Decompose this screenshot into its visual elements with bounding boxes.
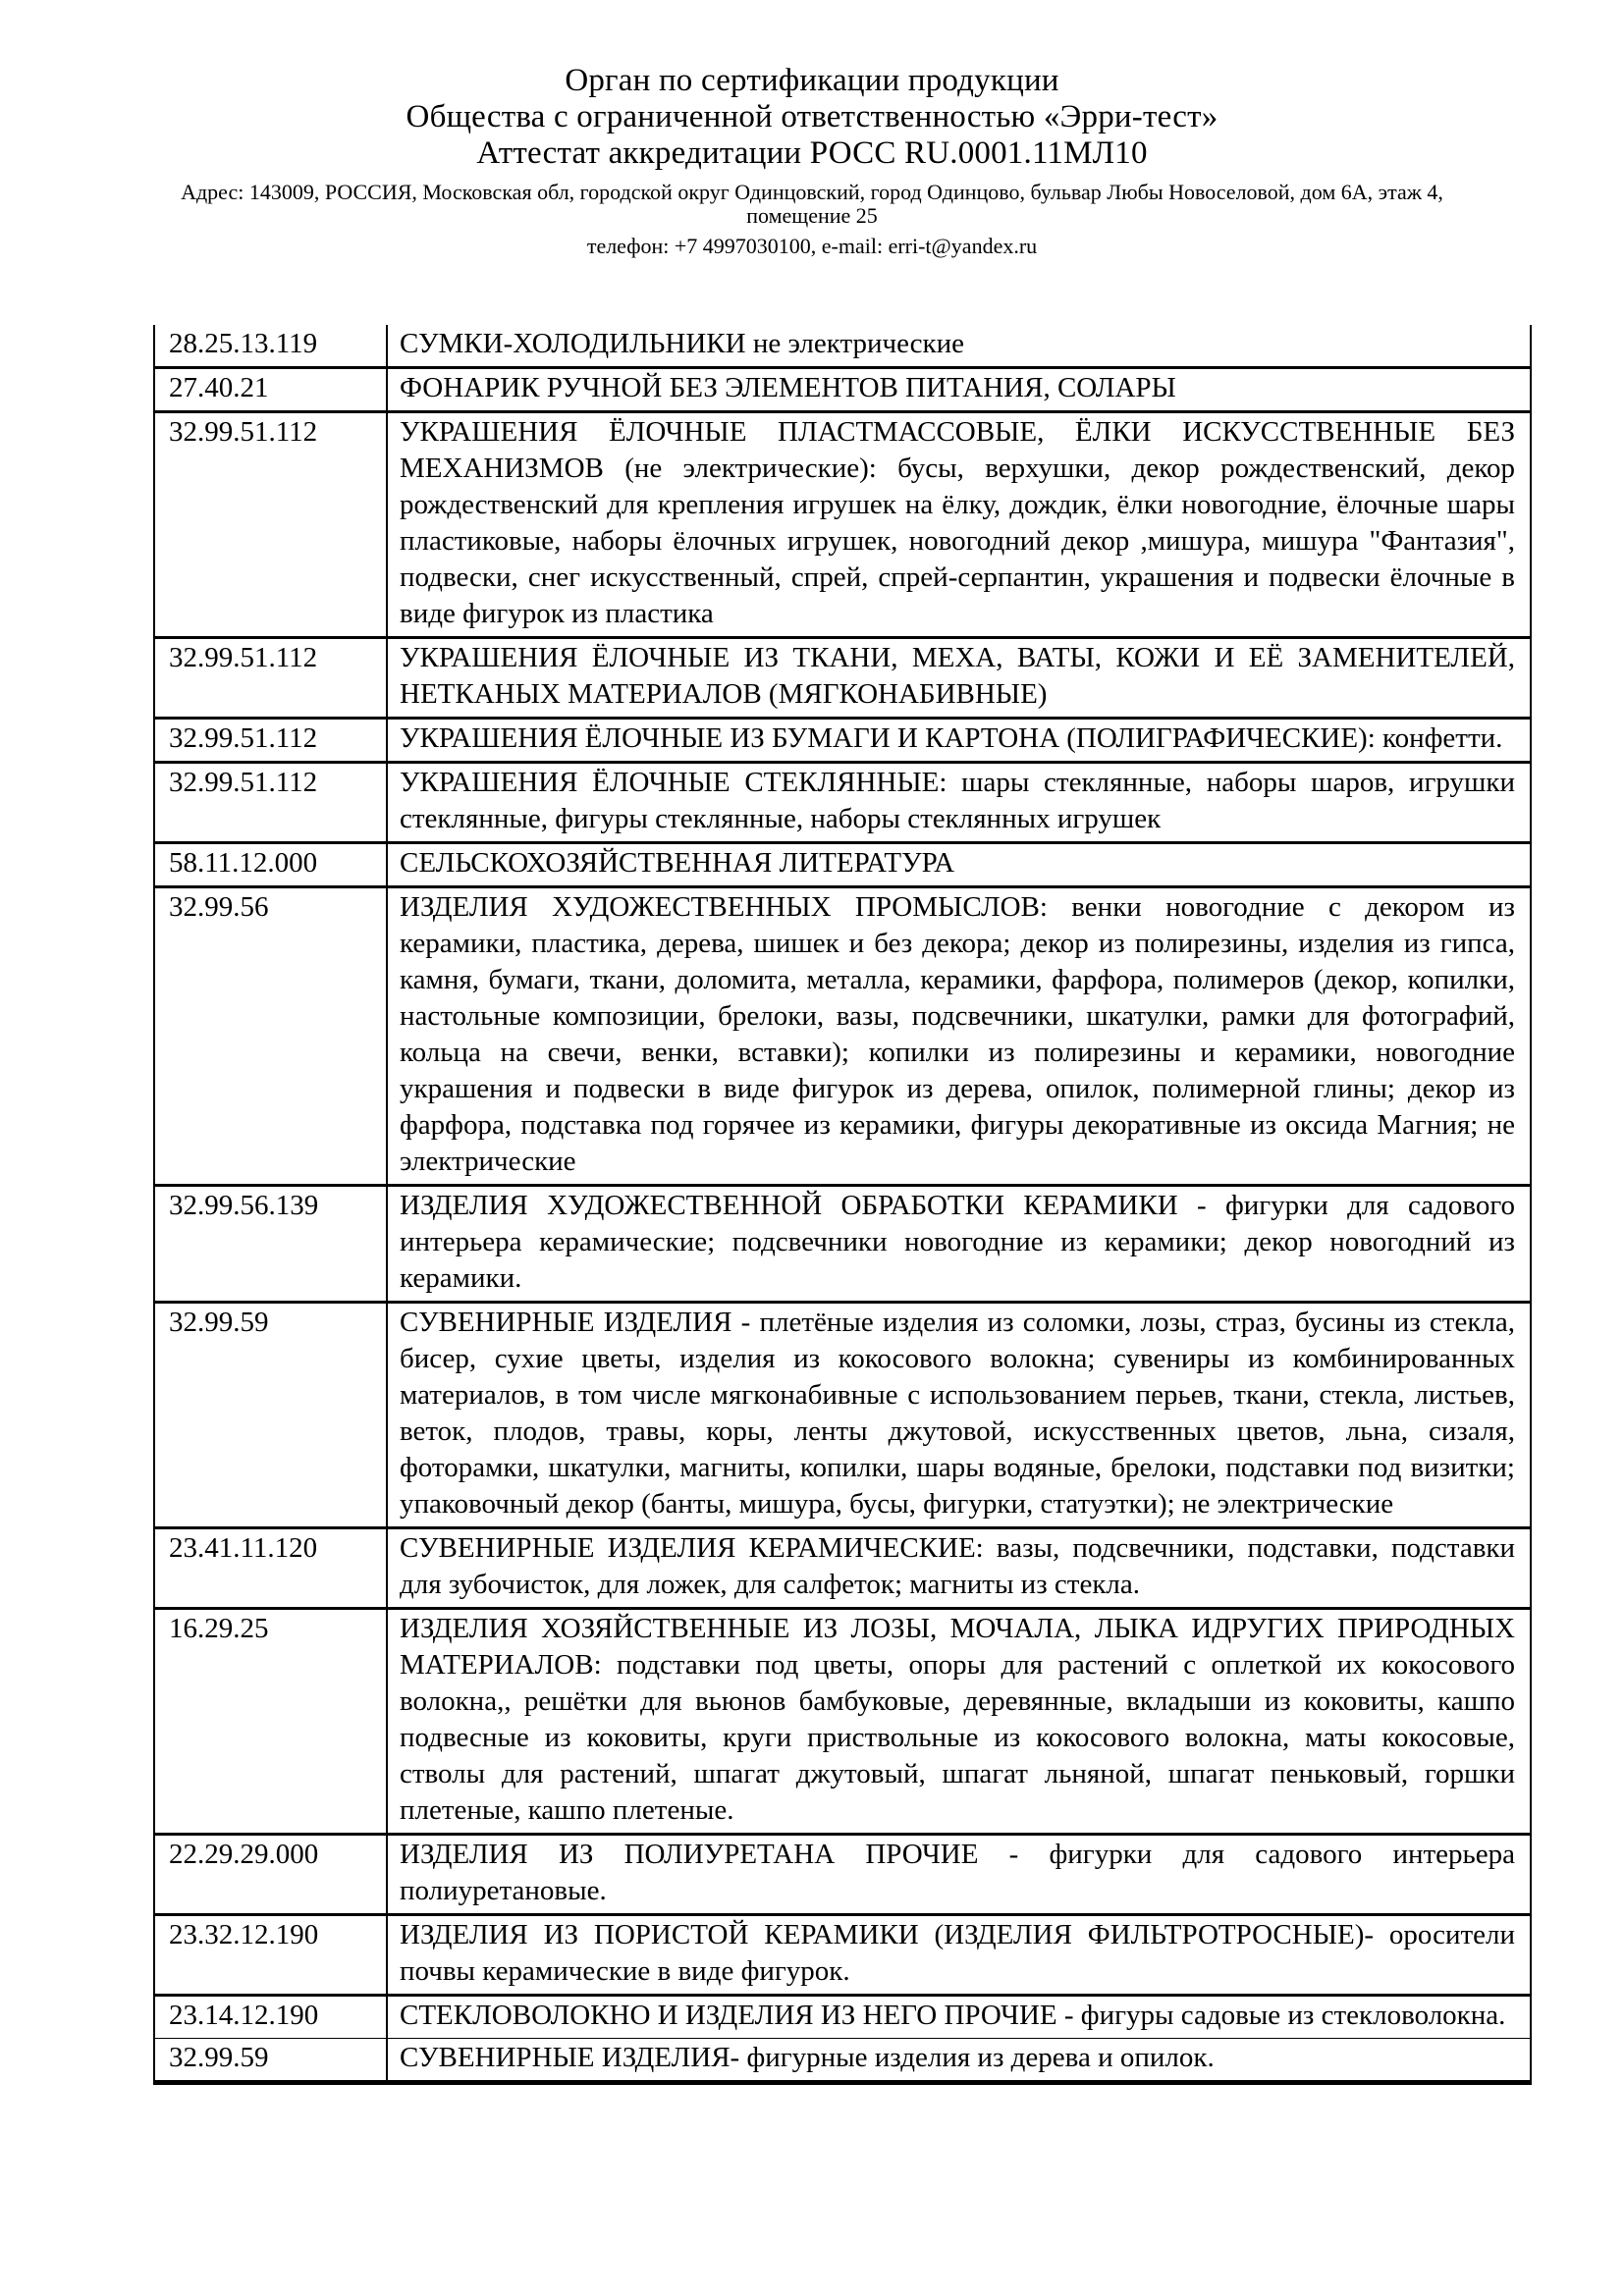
description-cell: СУВЕНИРНЫЕ ИЗДЕЛИЯ КЕРАМИЧЕСКИЕ: вазы, подсвечники, подставки, подставки для зубочисток, для ложек, для салфеток; магниты из стекла. xyxy=(387,1528,1531,1609)
header-contact-line: телефон: +7 4997030100, e-mail: erri-t@yandex.ru xyxy=(586,234,1038,258)
description-cell: УКРАШЕНИЯ ЁЛОЧНЫЕ ИЗ ТКАНИ, МЕХА, ВАТЫ, КОЖИ И ЕЁ ЗАМЕНИТЕЛЕЙ, НЕТКАНЫХ МАТЕРИАЛОВ (МЯГКОНАБИВНЫЕ) xyxy=(387,638,1531,719)
code-cell: 22.29.29.000 xyxy=(154,1835,387,1915)
header-title-line-1: Орган по сертификации продукции xyxy=(565,63,1059,98)
description-cell: ИЗДЕЛИЯ ИЗ ПОЛИУРЕТАНА ПРОЧИЕ - фигурки для садового интерьера полиуретановые. xyxy=(387,1835,1531,1915)
description-cell: СУМКИ-ХОЛОДИЛЬНИКИ не электрические xyxy=(387,325,1531,368)
description-cell: УКРАШЕНИЯ ЁЛОЧНЫЕ ИЗ БУМАГИ И КАРТОНА (ПОЛИГРАФИЧЕСКИЕ): конфетти. xyxy=(387,719,1531,763)
table-row xyxy=(154,1528,1531,1609)
header-address-line-2: помещение 25 xyxy=(746,203,878,228)
description-cell: ИЗДЕЛИЯ ХОЗЯЙСТВЕННЫЕ ИЗ ЛОЗЫ, МОЧАЛА, ЛЫКА ИДРУГИХ ПРИРОДНЫХ МАТЕРИАЛОВ: подставки под цветы, опоры для растений с оплеткой их кокосового волокна,, решётки для вьюнов бамбуковые, деревянные, вкладыши из коковиты, кашпо подвесные из коковиты, круги приствольные из кокосового волокна, маты кокосовые, стволы для растений, шпагат джутовый, шпагат льняной, шпагат пеньковый, горшки плетеные, кашпо плетеные. xyxy=(387,1609,1531,1835)
header-title-line-3: Аттестат аккредитации РОСС RU.0001.11МЛ10 xyxy=(476,135,1148,171)
description-cell: ИЗДЕЛИЯ ХУДОЖЕСТВЕННОЙ ОБРАБОТКИ КЕРАМИКИ - фигурки для садового интерьера керамические; подсвечники новогодние из керамики; декор новогодний из керамики. xyxy=(387,1186,1531,1303)
product-codes-table-body xyxy=(154,325,1531,2083)
table-row xyxy=(154,1609,1531,1835)
table-row xyxy=(154,843,1531,887)
code-cell: 23.32.12.190 xyxy=(154,1915,387,1996)
description-cell: ФОНАРИК РУЧНОЙ БЕЗ ЭЛЕМЕНТОВ ПИТАНИЯ, СОЛАРЫ xyxy=(387,368,1531,412)
code-cell: 58.11.12.000 xyxy=(154,843,387,887)
code-cell: 32.99.56 xyxy=(154,887,387,1186)
code-cell: 32.99.59 xyxy=(154,2039,387,2083)
description-cell: ИЗДЕЛИЯ ХУДОЖЕСТВЕННЫХ ПРОМЫСЛОВ: венки новогодние с декором из керамики, пластика, дерева, шишек и без декора; декор из полирезины, изделия из гипса, камня, бумаги, ткани, доломита, металла, керамики, фарфора, полимеров (декор, копилки, настольные композиции, брелоки, вазы, подсвечники, шкатулки, рамки для фотографий, кольца на свечи, венки, вставки); копилки из полирезины и керамики, новогодние украшения и подвески в виде фигурок из дерева, опилок, полимерной глины; декор из фарфора, подставка под горячее из керамики, фигуры декоративные из оксида Магния; не электрические xyxy=(387,887,1531,1186)
table-row xyxy=(154,887,1531,1186)
table-row xyxy=(154,1996,1531,2039)
description-cell: СУВЕНИРНЫЕ ИЗДЕЛИЯ- фигурные изделия из дерева и опилок. xyxy=(387,2039,1531,2083)
table-row xyxy=(154,1303,1531,1528)
document-header xyxy=(0,0,1624,258)
description-cell: СУВЕНИРНЫЕ ИЗДЕЛИЯ - плетёные изделия из соломки, лозы, страз, бусины из стекла, бисер, сухие цветы, изделия из кокосового волокна; сувениры из комбинированных материалов, в том числе мягконабивные с использованием перьев, ткани, стекла, листьев, веток, плодов, травы, коры, ленты джутовой, искусственных цветов, льна, сизаля, фоторамки, шкатулки, магниты, копилки, шары водяные, брелоки, подставки под визитки; упаковочный декор (банты, мишура, бусы, фигурки, статуэтки); не электрические xyxy=(387,1303,1531,1528)
description-cell: ИЗДЕЛИЯ ИЗ ПОРИСТОЙ КЕРАМИКИ (ИЗДЕЛИЯ ФИЛЬТРОТРОСНЫЕ)- оросители почвы керамические в виде фигурок. xyxy=(387,1915,1531,1996)
description-cell: СЕЛЬСКОХОЗЯЙСТВЕННАЯ ЛИТЕРАТУРА xyxy=(387,843,1531,887)
description-cell: УКРАШЕНИЯ ЁЛОЧНЫЕ СТЕКЛЯННЫЕ: шары стеклянные, наборы шаров, игрушки стеклянные, фигуры стеклянные, наборы стеклянных игрушек xyxy=(387,763,1531,843)
product-codes-table xyxy=(153,325,1532,2085)
table-row xyxy=(154,1186,1531,1303)
header-address-line-1: Адрес: 143009, РОССИЯ, Московская обл, городской округ Одинцовский, город Одинцово, бульвар Любы Новоселовой, дом 6А, этаж 4, xyxy=(181,180,1443,204)
table-row xyxy=(154,763,1531,843)
code-cell: 28.25.13.119 xyxy=(154,325,387,368)
code-cell: 16.29.25 xyxy=(154,1609,387,1835)
table-row xyxy=(154,1915,1531,1996)
code-cell: 32.99.51.112 xyxy=(154,763,387,843)
header-title-line-2: Общества с ограниченной ответственностью «Эрри-тест» xyxy=(406,99,1218,134)
table-row xyxy=(154,412,1531,638)
code-cell: 32.99.51.112 xyxy=(154,412,387,638)
table-row xyxy=(154,368,1531,412)
table-row xyxy=(154,719,1531,763)
code-cell: 32.99.51.112 xyxy=(154,638,387,719)
code-cell: 23.41.11.120 xyxy=(154,1528,387,1609)
table-row xyxy=(154,1835,1531,1915)
description-cell: УКРАШЕНИЯ ЁЛОЧНЫЕ ПЛАСТМАССОВЫЕ, ЁЛКИ ИСКУССТВЕННЫЕ БЕЗ МЕХАНИЗМОВ (не электрические): бусы, верхушки, декор рождественский, декор рождественский для крепления игрушек на ёлку, дождик, ёлки новогодние, ёлочные шары пластиковые, наборы ёлочных игрушек, новогодний декор ,мишура, мишура "Фантазия", подвески, снег искусственный, спрей, спрей-серпантин, украшения и подвески ёлочные в виде фигурок из пластика xyxy=(387,412,1531,638)
code-cell: 32.99.56.139 xyxy=(154,1186,387,1303)
table-row xyxy=(154,2039,1531,2083)
header-address-block xyxy=(0,181,1624,258)
code-cell: 32.99.51.112 xyxy=(154,719,387,763)
table-row xyxy=(154,638,1531,719)
code-cell: 23.14.12.190 xyxy=(154,1996,387,2039)
code-cell: 27.40.21 xyxy=(154,368,387,412)
table-row xyxy=(154,325,1531,368)
description-cell: СТЕКЛОВОЛОКНО И ИЗДЕЛИЯ ИЗ НЕГО ПРОЧИЕ - фигуры садовые из стекловолокна. xyxy=(387,1996,1531,2039)
code-cell: 32.99.59 xyxy=(154,1303,387,1528)
